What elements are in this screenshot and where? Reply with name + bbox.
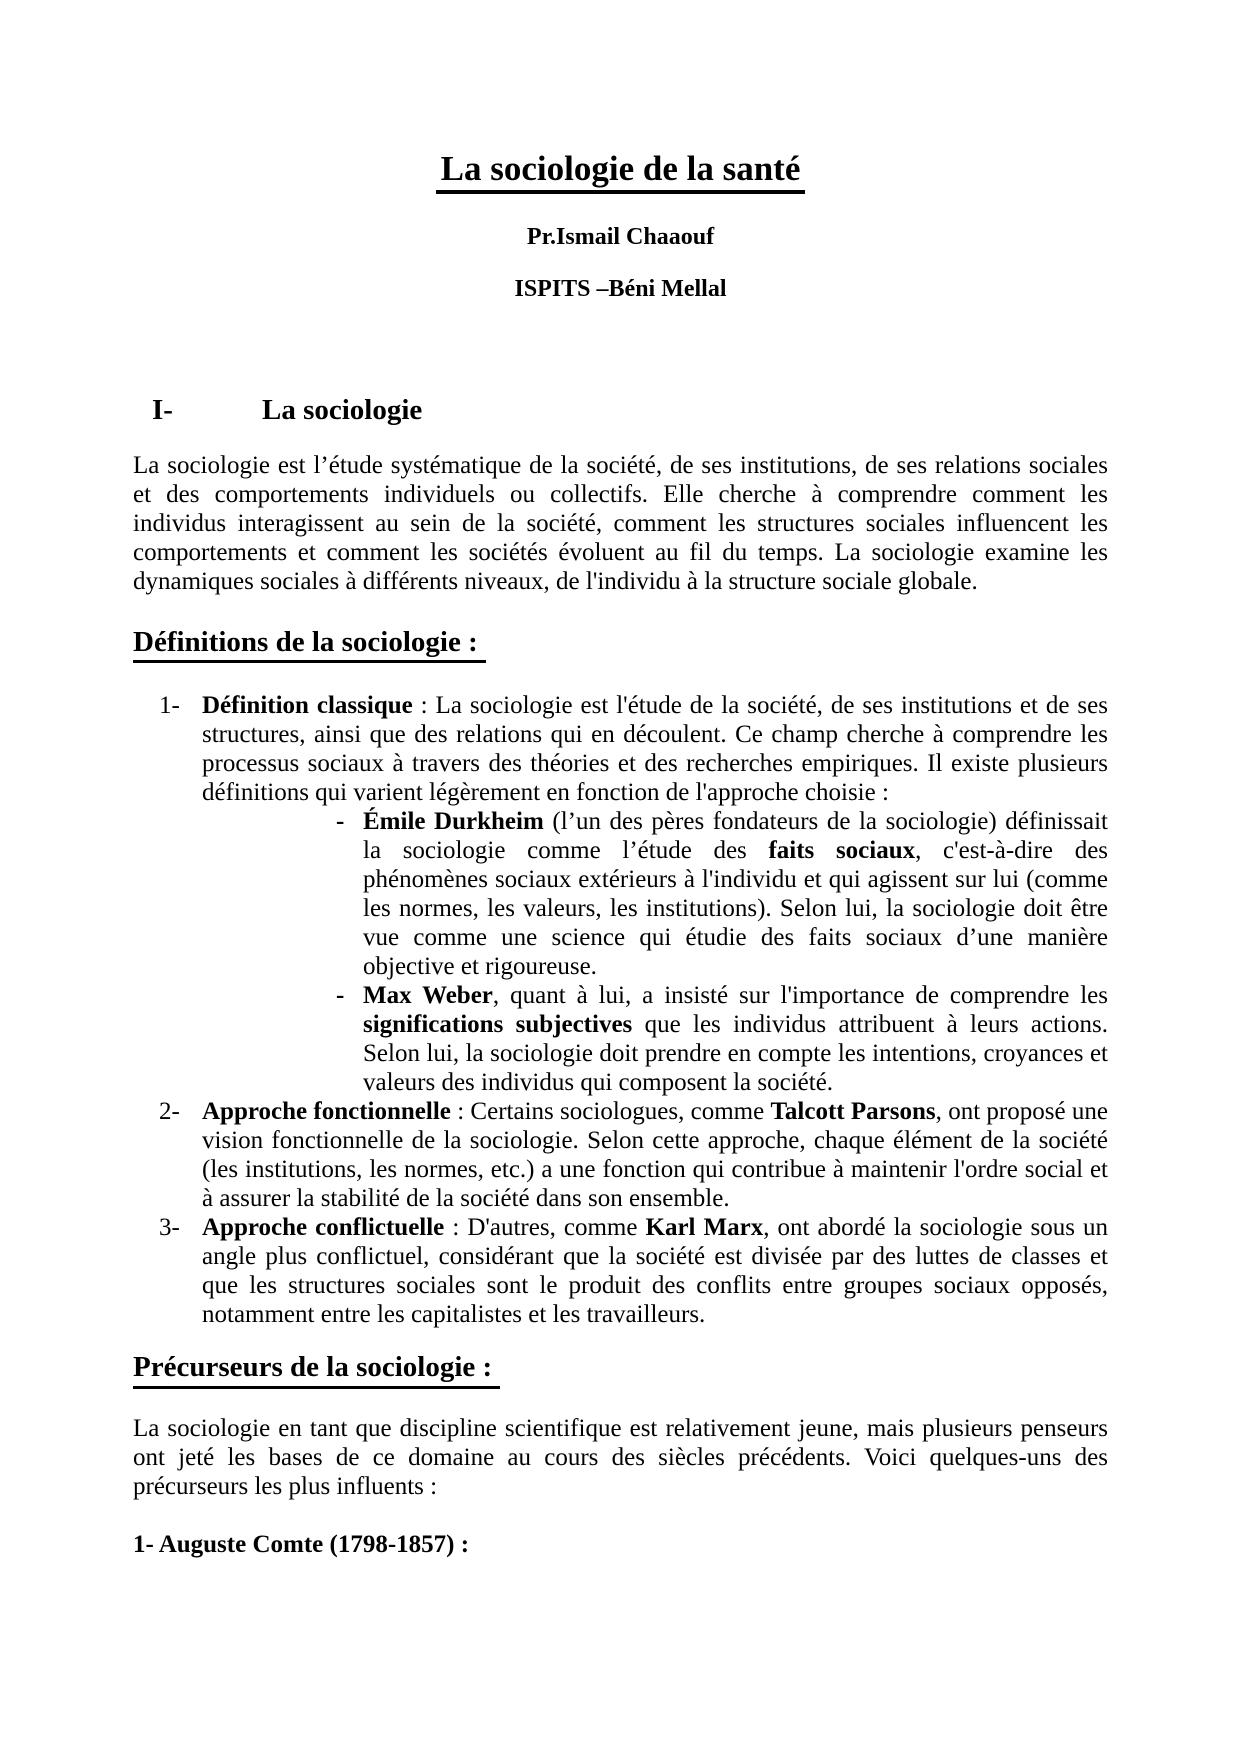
weber-bullet	[133, 981, 1108, 1097]
section-number: I-	[152, 393, 173, 426]
item-text	[363, 807, 1108, 981]
list-marker: 3-	[159, 1214, 180, 1242]
definition-item-2	[133, 1097, 1108, 1213]
institution-line: ISPITS –Béni Mellal	[514, 276, 727, 303]
title-block	[133, 150, 1108, 194]
precurseurs-paragraph: La sociologie en tant que discipline scientifique est relativement jeune, mais plusieurs penseurs ont jeté les bases de ce domaine au cours des siècles précédents. Voici quelques-uns des précurseurs les plus influents :	[133, 1414, 1108, 1500]
precurseurs-heading: Précurseurs de la sociologie :	[133, 1351, 1108, 1388]
text-run: que les individus attribuent à leurs actions. Selon lui, la sociologie doit prendre en compte les intentions, croyances et valeurs des individus qui composent la société.	[363, 1011, 1108, 1097]
durkheim-bullet	[133, 807, 1108, 981]
item-text	[202, 1097, 1108, 1213]
bullet-dash: -	[336, 982, 345, 1010]
definition-item-3	[133, 1213, 1108, 1329]
item-text	[202, 1213, 1108, 1329]
list-marker: 1-	[159, 692, 180, 720]
text-run: Émile Durkheim	[363, 808, 544, 836]
text-run: (l’un des pères fondateurs de la sociologie) définissait la sociologie comme l’étude des	[363, 808, 1109, 865]
text-run: Talcott Parsons	[770, 1098, 936, 1126]
item-text	[202, 691, 1108, 807]
document-title: La sociologie de la santé	[436, 150, 806, 194]
text-run: faits sociaux	[768, 837, 916, 865]
definitions-list	[133, 691, 1108, 1329]
definition-item-1	[133, 691, 1108, 807]
text-run: Approche conflictuelle	[202, 1214, 445, 1242]
text-run: , ont proposé une vision fonctionnelle de la sociologie. Selon cette approche, chaque élément de la société (les institutions, les normes, etc.) a une fonction qui contribue à maintenir l'ordre social et à assurer la stabilité de la société dans son ensemble.	[202, 1098, 1108, 1213]
section-heading-la-sociologie	[133, 394, 1108, 427]
text-run: : La sociologie est l'étude de la société, de ses institutions et de ses structures, ainsi que des relations qui en découlent. Ce champ cherche à comprendre les processus sociaux à travers des théories et des recherches empiriques. Il existe plusieurs définitions qui varient légèrement en fonction de l'approche choisie :	[202, 692, 1108, 807]
bullet-dash: -	[336, 808, 345, 836]
text-run: , c'est-à-dire des phénomènes sociaux extérieurs à l'individu et qui agissent sur lui (comme les normes, les valeurs, les institutions). Selon lui, la sociologie doit être vue comme une science qui étudie des faits sociaux d’une manière objective et rigoureuse.	[363, 837, 1109, 981]
text-run: Approche fonctionnelle	[202, 1098, 451, 1126]
section-title: La sociologie	[262, 393, 423, 426]
item-text	[363, 981, 1108, 1097]
list-marker: 2-	[159, 1098, 180, 1126]
text-run: Max Weber	[363, 982, 493, 1010]
text-run: Définition classique	[202, 692, 413, 720]
auguste-comte-heading: 1- Auguste Comte (1798-1857) :	[133, 1530, 470, 1558]
author-line: Pr.Ismail Chaaouf	[526, 223, 715, 250]
text-run: Karl Marx	[645, 1214, 764, 1242]
text-run: : D'autres, comme	[444, 1214, 646, 1242]
text-run: , ont abordé la sociologie sous un angle plus conflictuel, considérant que la société est divisée par des luttes de classes et que les structures sociales sont le produit des conflits entre groupes sociaux opposés, notamment entre les capitalistes et les travailleurs.	[202, 1214, 1108, 1329]
definitions-heading: Définitions de la sociologie :	[133, 626, 1108, 663]
intro-paragraph: La sociologie est l’étude systématique de la société, de ses institutions, de ses relations sociales et des comportements individuels ou collectifs. Elle cherche à comprendre comment les individus interagissent au sein de la société, comment les structures sociales influencent les comportements et comment les sociétés évoluent au fil du temps. La sociologie examine les dynamiques sociales à différents niveaux, de l'individu à la structure sociale globale.	[133, 452, 1108, 596]
text-run: significations subjectives	[363, 1011, 633, 1039]
text-run: : Certains sociologues, comme	[450, 1098, 771, 1126]
text-run: , quant à lui, a insisté sur l'importance de comprendre les	[492, 982, 1108, 1010]
